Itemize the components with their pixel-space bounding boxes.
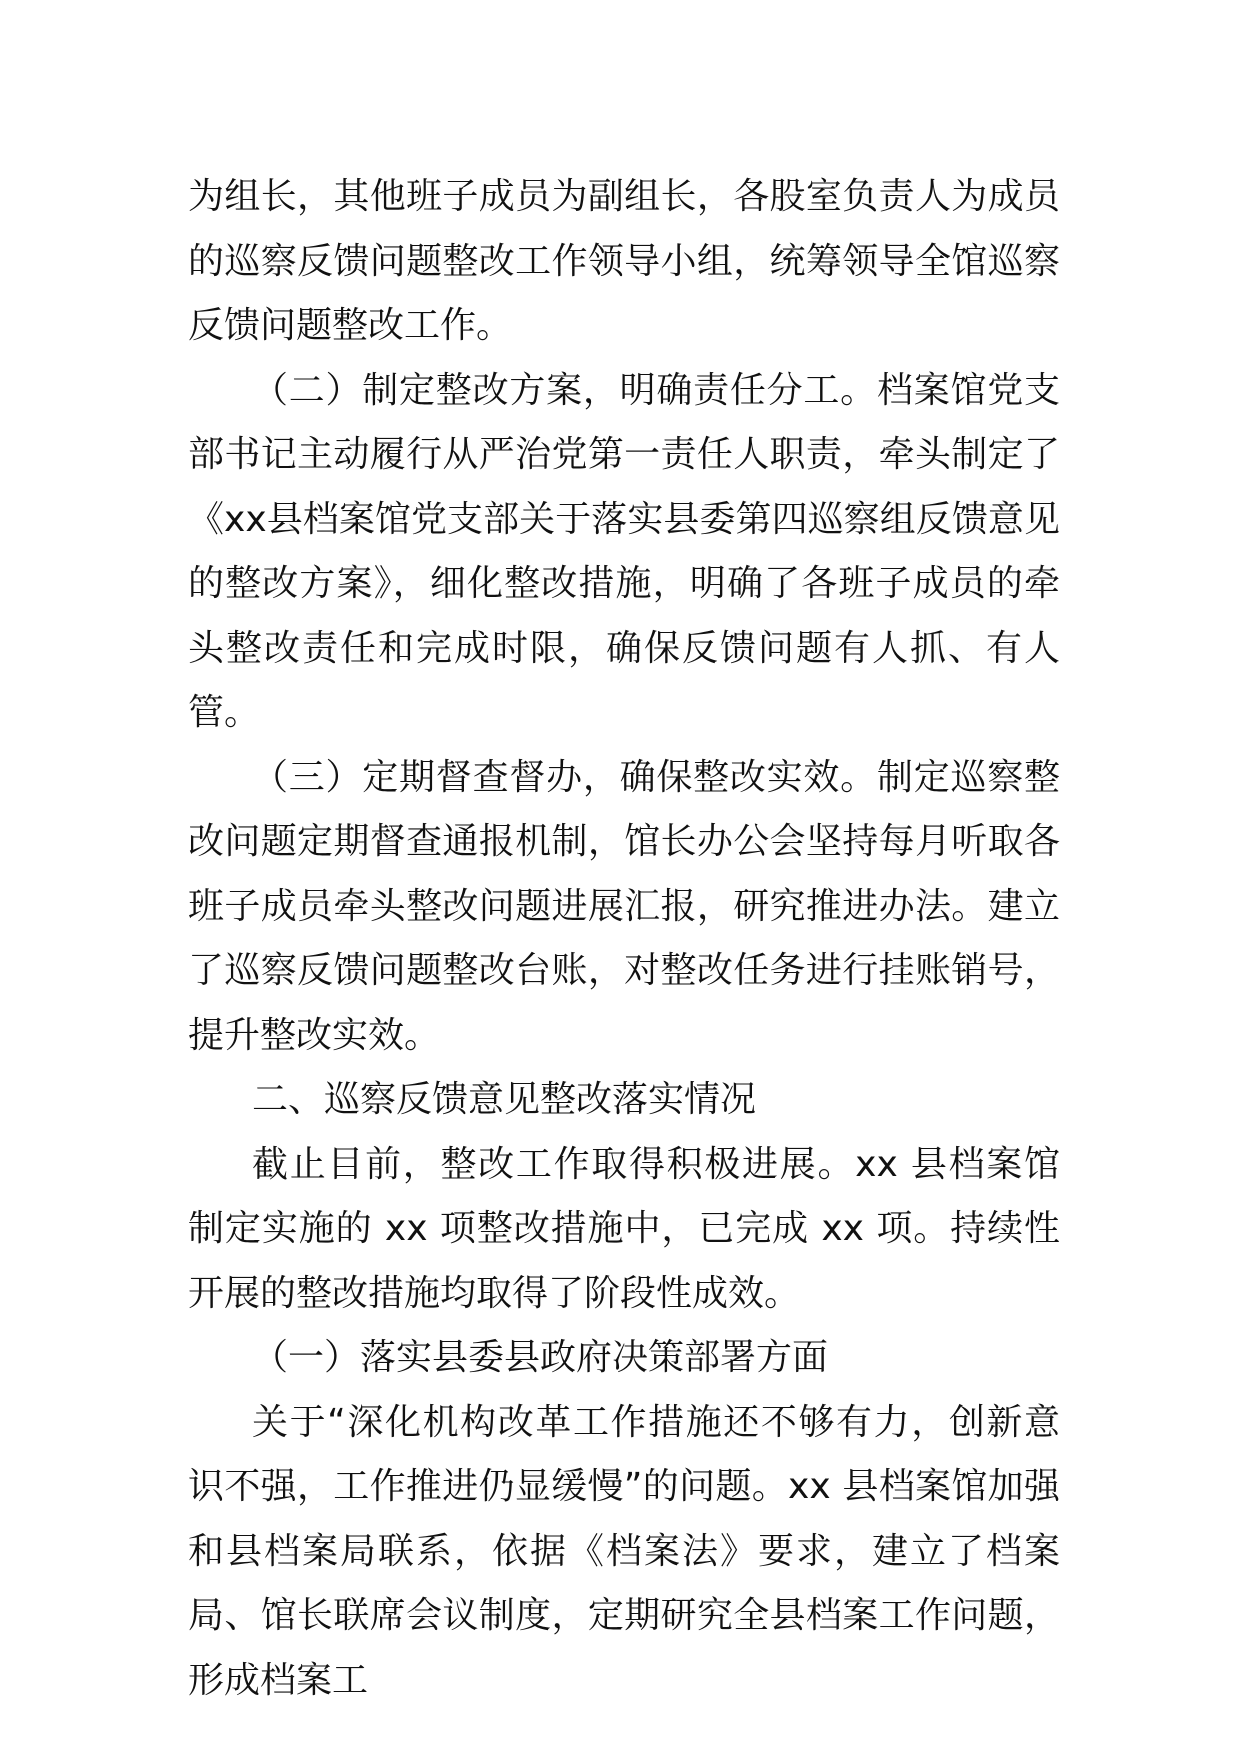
paragraph-continuation: 为组长，其他班子成员为副组长，各股室负责人为成员的巡察反馈问题整改工作领导小组，统筹领导全馆巡察反馈问题整改工作。 <box>188 176 1060 346</box>
section-heading-implementation: 二、巡察反馈意见整改落实情况 <box>252 1079 757 1120</box>
paragraph-reform-issue: 关于“深化机构改革工作措施还不够有力，创新意识不强，工作推进仍显缓慢”的问题。xx 县档案馆加强和县档案局联系，依据《档案法》要求，建立了档案局、馆长联席会议制度，定期研究全县档案工作问题，形成档案工 <box>188 1401 1060 1701</box>
subsection-heading-decisions: （一）落实县委县政府决策部署方面 <box>252 1337 829 1378</box>
paragraph-rectification-plan: （二）制定整改方案，明确责任分工。档案馆党支部书记主动履行从严治党第一责任人职责，牵头制定了《xx县档案馆党支部关于落实县委第四巡察组反馈意见的整改方案》，细化整改措施，明确了各班子成员的牵头整改责任和完成时限，确保反馈问题有人抓、有人管。 <box>188 369 1060 733</box>
paragraph-supervision: （三）定期督查督办，确保整改实效。制定巡察整改问题定期督查通报机制，馆长办公会坚持每月听取各班子成员牵头整改问题进展汇报，研究推进办法。建立了巡察反馈问题整改台账，对整改任务进行挂账销号，提升整改实效。 <box>188 756 1060 1056</box>
document-body <box>188 165 1060 1713</box>
paragraph-progress: 截止目前，整改工作取得积极进展。xx 县档案馆制定实施的 xx 项整改措施中，已完成 xx 项。持续性开展的整改措施均取得了阶段性成效。 <box>188 1143 1060 1314</box>
